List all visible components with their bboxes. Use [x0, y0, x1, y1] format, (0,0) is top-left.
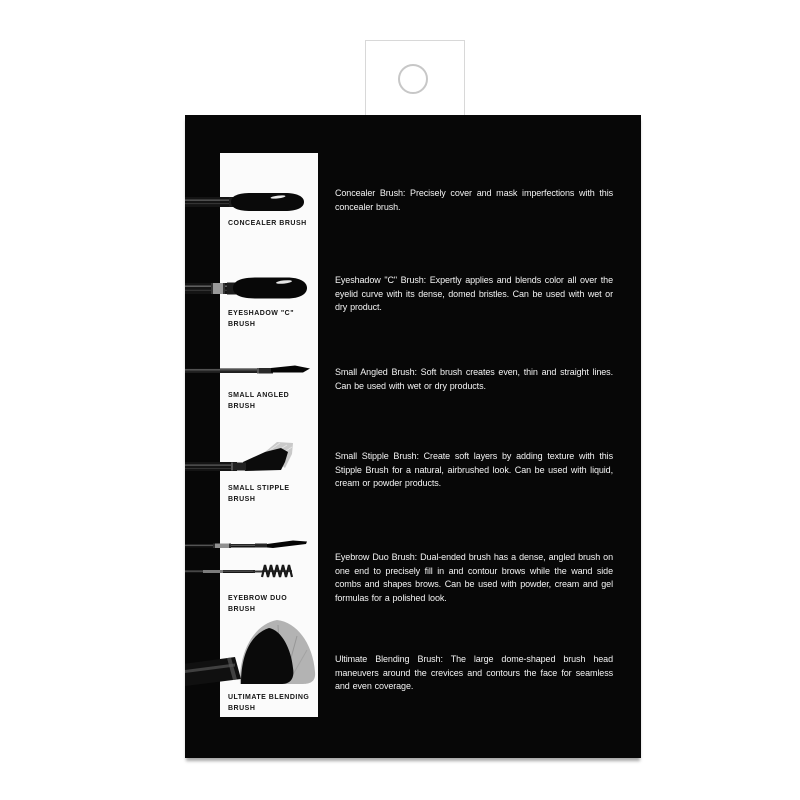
- ultimate-blending-brush-image: [185, 602, 320, 687]
- brush-description: Small Angled Brush: Soft brush creates even, thin and straight lines. Can be used with wet or dry products.: [335, 367, 613, 391]
- brush-description: Concealer Brush: Precisely cover and mask imperfections with this concealer brush.: [335, 188, 613, 212]
- brush-label: [228, 483, 320, 505]
- brush-description: Eyebrow Duo Brush: Dual-ended brush has a dense, angled brush on one end to precisely fill in and contour brows while the wand side combs and shapes brows. Can be used with powder, cream and gel formulas for a polished look.: [335, 552, 613, 603]
- brush-label-line: EYEBROW DUO: [228, 595, 288, 602]
- hang-tab: [365, 40, 465, 120]
- hang-hole: [398, 64, 428, 94]
- eyebrow-duo-angled-end-image: [185, 539, 313, 552]
- brush-label: [228, 218, 320, 229]
- brush-label: [228, 390, 320, 412]
- eyebrow-duo-spoolie-end-image: [185, 561, 305, 581]
- brush-label-line: BRUSH: [228, 403, 256, 410]
- brush-description: Small Stipple Brush: Create soft layers by adding texture with this Stipple Brush for a natural, airbrushed look. Can be used with liquid, cream or powder products.: [335, 451, 613, 488]
- concealer-brush-image: [185, 189, 310, 215]
- brush-description: Ultimate Blending Brush: The large dome-shaped brush head maneuvers around the crevices and contours the face for seamless and even coverage.: [335, 654, 613, 691]
- brush-label-line: BRUSH: [228, 321, 256, 328]
- brush-label: [228, 308, 320, 330]
- eyeshadow-c-brush-image: [185, 273, 313, 303]
- brush-label-line: SMALL ANGLED: [228, 392, 290, 399]
- brush-label-line: EYESHADOW "C": [228, 310, 295, 317]
- brush-label-line: BRUSH: [228, 496, 256, 503]
- small-stipple-brush-image: [185, 440, 307, 480]
- brush-label-line: BRUSH: [228, 606, 256, 613]
- brush-label-line: BRUSH: [228, 705, 256, 712]
- small-angled-brush-image: [185, 362, 313, 378]
- package-card: [185, 115, 641, 758]
- brush-label-line: SMALL STIPPLE: [228, 485, 290, 492]
- brush-label-line: CONCEALER BRUSH: [228, 220, 307, 227]
- brush-label-line: ULTIMATE BLENDING: [228, 694, 310, 701]
- brush-label: [228, 692, 320, 714]
- brush-description: Eyeshadow "C" Brush: Expertly applies and blends color all over the eyelid curve with its dense, domed bristles. Can be used with wet or dry product.: [335, 275, 613, 312]
